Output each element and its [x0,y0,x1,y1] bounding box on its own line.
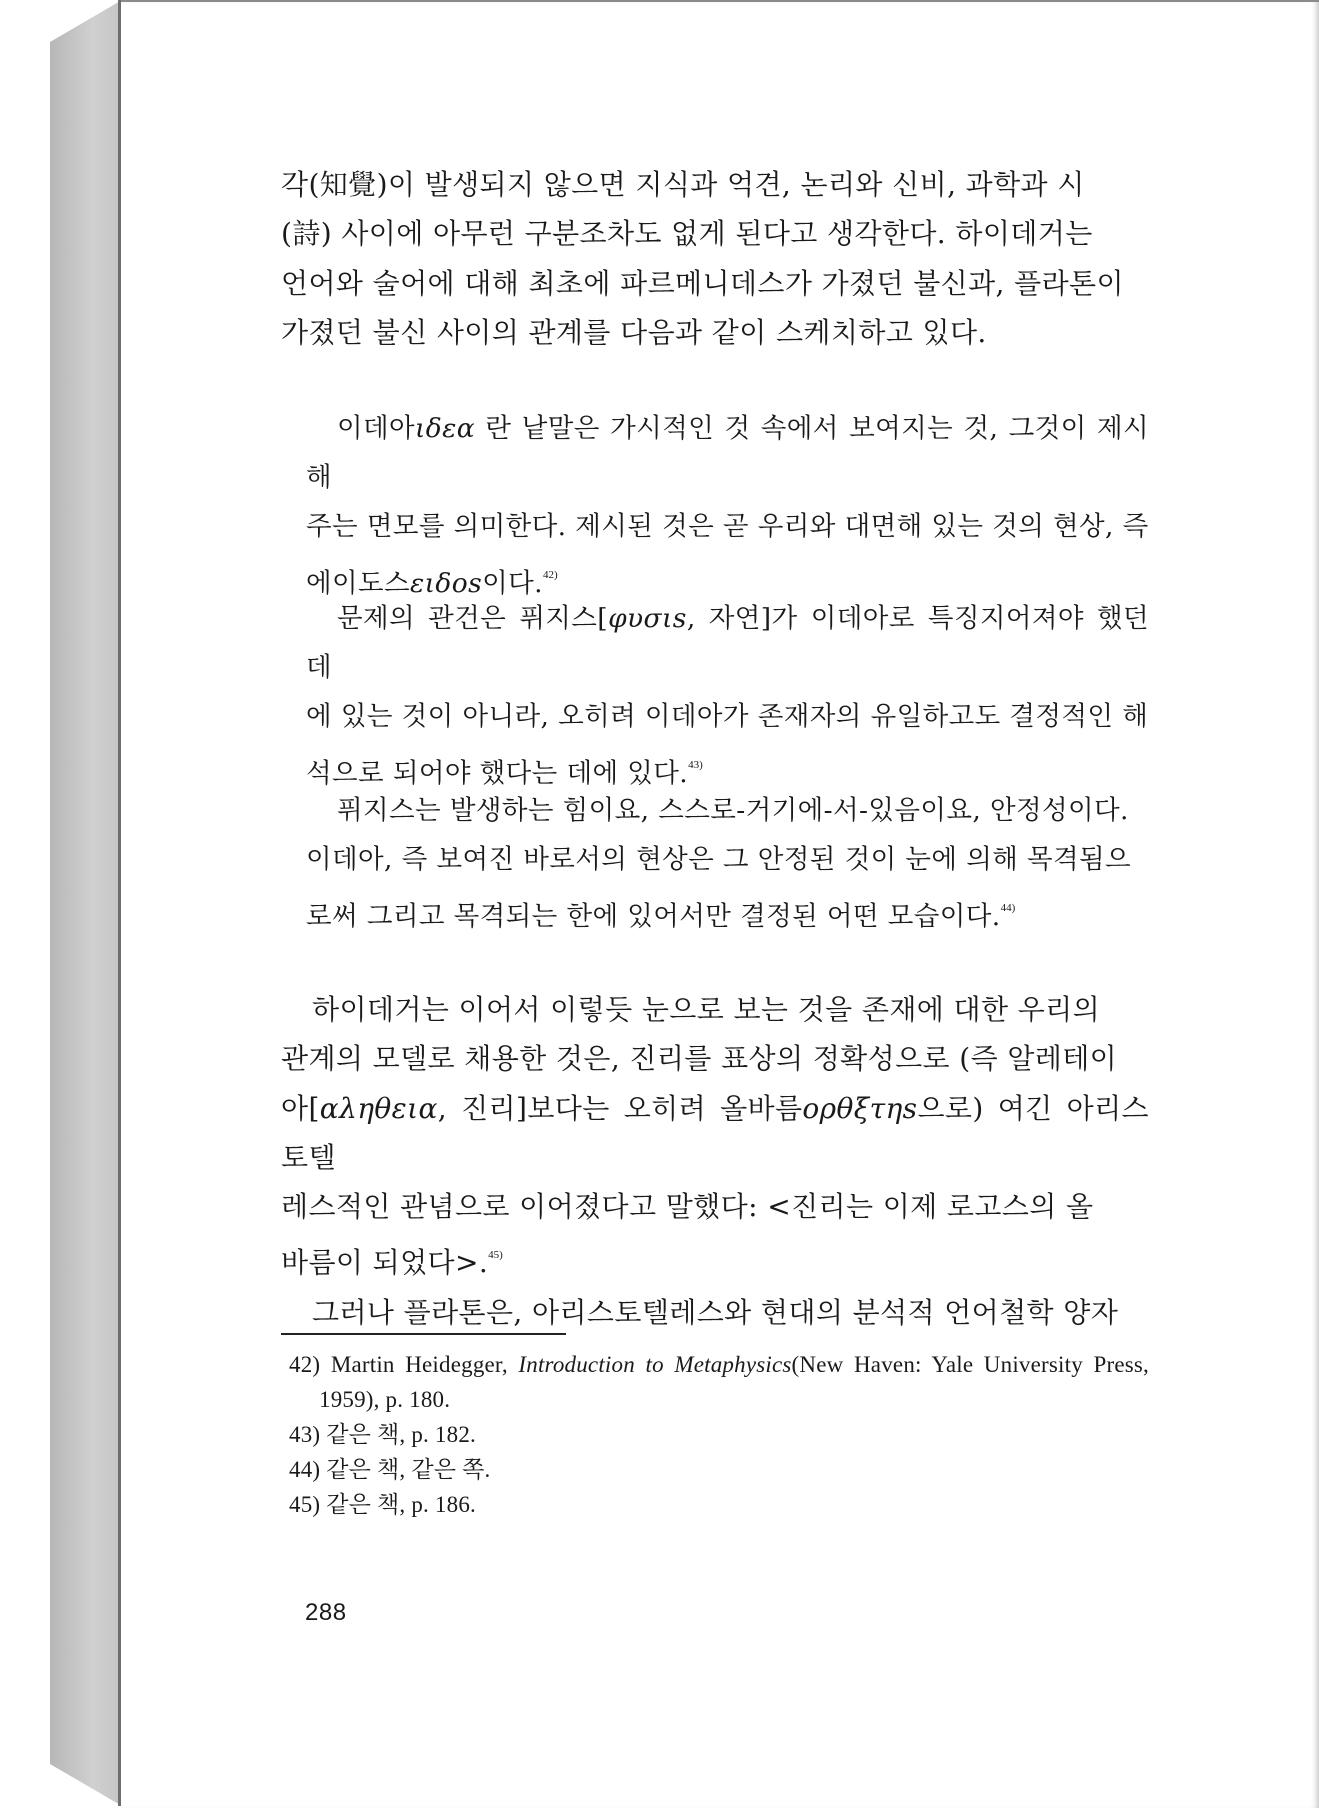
page-number: 288 [305,1599,347,1626]
footnote-42: 42) Martin Heidegger, Introduction to Metaphysics(New Haven: Yale University Press, 1959), p. 180. [289,1352,1149,1412]
block-quote-2 [306,594,1149,798]
text-line: 로써 그리고 목격되는 한에 있어서만 결정된 어떤 모습이다.$^{44)}$ [306,901,1016,932]
greek-term: ειδοs [410,568,483,599]
text-line: 이데아ιδεα 란 낱말은 가시적인 것 속에서 보여지는 것, 그것이 제시해 [306,413,1150,493]
footnote-ref: 45) [488,1249,503,1262]
footnote-ref: 43) [688,759,703,771]
footnote-43: 43) 같은 책, p. 182. [289,1422,476,1447]
book-spine [50,0,122,1806]
block-quote-1 [306,404,1149,608]
block-quote-3 [306,786,1149,941]
text-line: 바름이 되었다>.$^{45)}$ [281,1246,503,1280]
text-line: 그러나 플라톤은, 아리스토텔레스와 현대의 분석적 언어철학 양자 [312,1295,1119,1329]
text-line: 이데아, 즉 보여진 바로서의 현상은 그 안정된 것이 눈에 의해 목격됨으 [306,844,1132,875]
greek-term: φυσιs [608,603,687,634]
text-line: 각(知覺)이 발생되지 않으면 지식과 억견, 논리와 신비, 과학과 시 [281,168,1085,201]
body-paragraph-closing [281,985,1149,1337]
text-line: 언어와 술어에 대해 최초에 파르메니데스가 가졌던 불신과, 플라톤이 [281,266,1124,300]
footnote-divider [281,1333,566,1335]
text-line: 하이데거는 이어서 이렇듯 눈으로 보는 것을 존재에 대한 우리의 [312,993,1101,1026]
text-line: 레스적인 관념으로 이어졌다고 말했다: <진리는 이제 로고스의 올 [281,1190,1094,1224]
footnote-45: 45) 같은 책, p. 186. [289,1492,476,1517]
book-page [121,0,1319,1808]
text-line: 아[αληθεια, 진리]보다는 오히려 올바름ορθξτηs으로) 여긴 아리스토텔 [281,1091,1149,1174]
body-paragraph-opening [281,160,1149,357]
greek-term: ιδεα [415,413,476,444]
greek-term: αληθεια [319,1091,438,1125]
footnote-44: 44) 같은 책, 같은 쪽. [289,1457,491,1482]
text-line: 에 있는 것이 아니라, 오히려 이데아가 존재자의 유일하고도 결정적인 해 [306,701,1149,732]
greek-term: ορθξτηs [802,1091,918,1125]
text-line: 에이도스ειδοs이다.$^{42)}$ [306,568,558,599]
text-line: 퓌지스는 발생하는 힘이요, 스스로-거기에-서-있음이요, 안정성이다. [337,795,1129,826]
book-title: Introduction to Metaphysics [518,1352,792,1377]
text-line: 관계의 모델로 채용한 것은, 진리를 표상의 정확성으로 (즉 알레테이 [281,1042,1118,1076]
footnote-ref: 44) [1000,902,1016,914]
text-line: 문제의 관건은 퓌지스[φυσιs, 자연]가 이데아로 특징지어져야 했던 데 [306,603,1149,683]
text-line: (詩) 사이에 아무런 구분조차도 없게 된다고 생각한다. 하이데거는 [281,217,1093,251]
text-line: 가졌던 불신 사이의 관계를 다음과 같이 스케치하고 있다. [281,315,987,349]
text-line: 주는 면모를 의미한다. 제시된 것은 곧 우리와 대면해 있는 것의 현상, 즉 [306,511,1149,542]
footnotes [289,1347,1149,1522]
footnote-ref: 42) [542,569,558,581]
text-line: 석으로 되어야 했다는 데에 있다.$^{43)}$ [306,758,703,789]
